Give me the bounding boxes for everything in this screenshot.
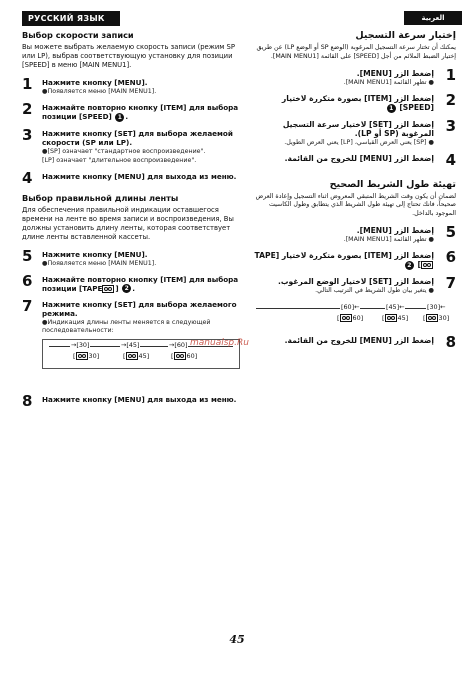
- step-7-ar: [250, 273, 456, 295]
- section-title-recording-speed: Выбор скорости записи: [22, 30, 134, 40]
- step-number: 5: [22, 246, 33, 265]
- step-5: [22, 246, 240, 268]
- tape-icon: [126, 352, 138, 360]
- tape-icon: [385, 314, 397, 322]
- sequence-icon-60: [ 60]: [171, 352, 198, 360]
- step-number: 7: [445, 273, 456, 292]
- step-number: 8: [22, 392, 33, 410]
- step-note: ● [SP] يعني العرض القياسي، [LP] يعني العرض الطويل.: [284, 138, 434, 146]
- step-1: [22, 75, 240, 96]
- step-number: 4: [22, 168, 33, 187]
- tape-icon: [426, 314, 438, 322]
- language-badge-russian: РУССКИЙ ЯЗЫК: [22, 11, 120, 26]
- step-number: 8: [445, 332, 456, 351]
- step-4-ar: [250, 150, 456, 169]
- step-number: 6: [445, 248, 456, 266]
- step-instruction: Нажмите кнопку [MENU] для выхода из меню.: [42, 395, 237, 404]
- step-number: 4: [445, 150, 456, 169]
- step-number: 1: [22, 75, 33, 93]
- section-intro-recording-speed-ar: يمكنك أن تختار سرعة التسجيل المرغوبة (الوضع SP أو الوضع LP) عن طريق إختيار الضبط الملائم من أجل [SPEED] على القائمة [MAIN MENU1].: [256, 44, 456, 60]
- page-number: 45: [229, 633, 245, 646]
- sequence-label-45: →[45]: [121, 341, 140, 349]
- step-1-ar: [250, 66, 456, 87]
- section-title-tape-length: Выбор правильной длины ленты: [22, 192, 179, 203]
- step-5-ar: [250, 223, 456, 244]
- step-text: إضغط الزر [ITEM] بصورة متكررة لاختيار [SPEED]: [281, 94, 434, 112]
- tape-icon: [102, 285, 114, 293]
- callout-number-icon: 2: [122, 284, 131, 293]
- step-instruction: إضغط الزر [MENU].: [356, 69, 434, 78]
- step-3-ar: [250, 116, 456, 147]
- step-text: Нажмайте повторно кнопку [ITEM] для выбора позиции [SPEED]: [42, 103, 239, 121]
- sequence-label-30: [30]←: [427, 302, 446, 311]
- section-intro-tape-length-ar: لضمان أن يكون وقت الشريط المتبقي المعروض اثناء التسجيل وإعادة العرض صحيحاً، فانك تحتاج إلى تهيئة طول الشريط الذي يتطابق وطول الكاسيت الموجود بالداخل.: [255, 192, 456, 217]
- language-badge-arabic: العربية: [404, 11, 462, 25]
- section-title-tape-length-ar: تهيئة طول الشريط الصحيح: [329, 178, 456, 190]
- step-instruction: Нажмите кнопку [MENU].: [42, 78, 148, 87]
- tape-icon: [76, 352, 88, 360]
- step-instruction: Нажмайте повторно кнопку [ITEM] для выбора позиции [TAPE ] 2 .: [42, 274, 239, 293]
- step-instruction: إضغط الزر [MENU] للخروج من القائمة.: [284, 335, 434, 345]
- step-number: 5: [445, 223, 456, 241]
- section-intro-tape-length: Для обеспечения правильной индикации оставшегося времени на ленте во время записи и воспроизведения, Вы должны установить длину ленты, которая соответствует длине ленты вставленной кассеты.: [22, 205, 234, 241]
- tape-icon: [174, 352, 186, 360]
- step-instruction: Нажмите кнопку [SET] для выбора желаемой скорости (SP или LP).: [42, 128, 233, 147]
- step-number: 1: [445, 66, 456, 84]
- step-2: [22, 100, 240, 122]
- step-text: Нажмайте повторно кнопку [ITEM] для выбора позиции [TAPE: [42, 274, 239, 293]
- step-6-ar: [250, 248, 456, 270]
- step-4: [22, 168, 240, 187]
- step-number: 2: [445, 91, 456, 109]
- section-title-recording-speed-ar: إختيار سرعة التسجيل: [355, 30, 456, 41]
- step-note: ●Появляется меню [MAIN MENU1].: [42, 259, 157, 267]
- step-note: ● تظهر القائمة [MAIN MENU1].: [343, 79, 434, 86]
- sequence-icon-30: [ 30]: [73, 352, 100, 360]
- step-note: ●Индикация длины ленты меняется в следующей последовательности:: [42, 319, 211, 334]
- step-instruction: إضغط الزر [ITEM] بصورة متكررة لاختيار [TAPE] 2: [254, 251, 434, 269]
- sequence-label-45: [45]←: [386, 302, 405, 311]
- sequence-icon-60: [ 60]: [337, 313, 364, 322]
- step-6: [22, 271, 240, 294]
- step-instruction: إضغط الزر [MENU].: [356, 226, 434, 235]
- callout-number-icon: 2: [405, 261, 414, 270]
- sequence-label-60: [60]←: [341, 302, 360, 311]
- sequence-label-30: →[30]: [71, 341, 90, 349]
- step-note: ●Появляется меню [MAIN MENU1].: [42, 88, 157, 95]
- step-instruction: Нажмайте повторно кнопку [ITEM] для выбора позиции [SPEED] 1 .: [42, 103, 239, 121]
- step-number: 7: [22, 297, 33, 315]
- step-instruction: Нажмите кнопку [SET] для выбора желаемого режима.: [42, 300, 237, 318]
- sequence-icon-30: [ 30]: [423, 313, 450, 322]
- step-instruction: Нажмите кнопку [MENU].: [42, 249, 148, 259]
- tape-icon: [421, 261, 433, 269]
- sequence-icon-45: [ 45]: [123, 352, 150, 360]
- step-note: ●[SP] означает "стандартное воспроизведение".: [42, 147, 206, 155]
- step-instruction: Нажмите кнопку [MENU] для выхода из меню.: [42, 171, 237, 181]
- callout-number-icon: 1: [115, 113, 124, 122]
- step-number: 2: [22, 100, 33, 118]
- step-instruction: إضغط الزر [SET] لاختيار الوضع المرغوب.: [278, 276, 434, 286]
- watermark: manualsp.Ru: [190, 338, 249, 348]
- tape-icon: [340, 314, 352, 322]
- step-3: [22, 125, 240, 165]
- step-instruction: [250, 94, 434, 113]
- step-note: [LP] означает "длительное воспроизведение".: [42, 156, 197, 164]
- step-number: 3: [445, 116, 456, 135]
- arabic-column: [250, 30, 456, 352]
- section-intro-recording-speed: Вы можете выбрать желаемую скорость записи (режим SP или LP), выбрав соответствующую установку для позиции [SPEED] в меню [MAIN MENU1].: [22, 43, 235, 69]
- step-number: 3: [22, 125, 33, 144]
- sequence-label-60: →[60]: [169, 341, 188, 349]
- tape-length-sequence-ar: [250, 302, 456, 326]
- step-text: إضغط الزر [ITEM] بصورة متكررة لاختيار [TAPE: [254, 251, 434, 260]
- callout-number-icon: 1: [387, 104, 396, 113]
- step-2-ar: [250, 91, 456, 113]
- sequence-icon-45: [ 45]: [382, 313, 409, 322]
- step-number: 6: [22, 271, 33, 290]
- russian-column: [22, 30, 240, 411]
- step-note: ● تظهر القائمة [MAIN MENU1].: [343, 236, 434, 243]
- step-instruction: إضغط الزر [SET] لاختيار سرعة التسجيل المرغوبة (SP أو LP).: [282, 119, 434, 138]
- step-7: [22, 297, 240, 369]
- step-note: ● يتغير بيان طول الشريط في الترتيب التالي.: [315, 286, 434, 294]
- step-8-ar: [250, 332, 456, 351]
- step-instruction: إضغط الزر [MENU] للخروج من القائمة.: [284, 153, 434, 163]
- step-8: [22, 392, 240, 410]
